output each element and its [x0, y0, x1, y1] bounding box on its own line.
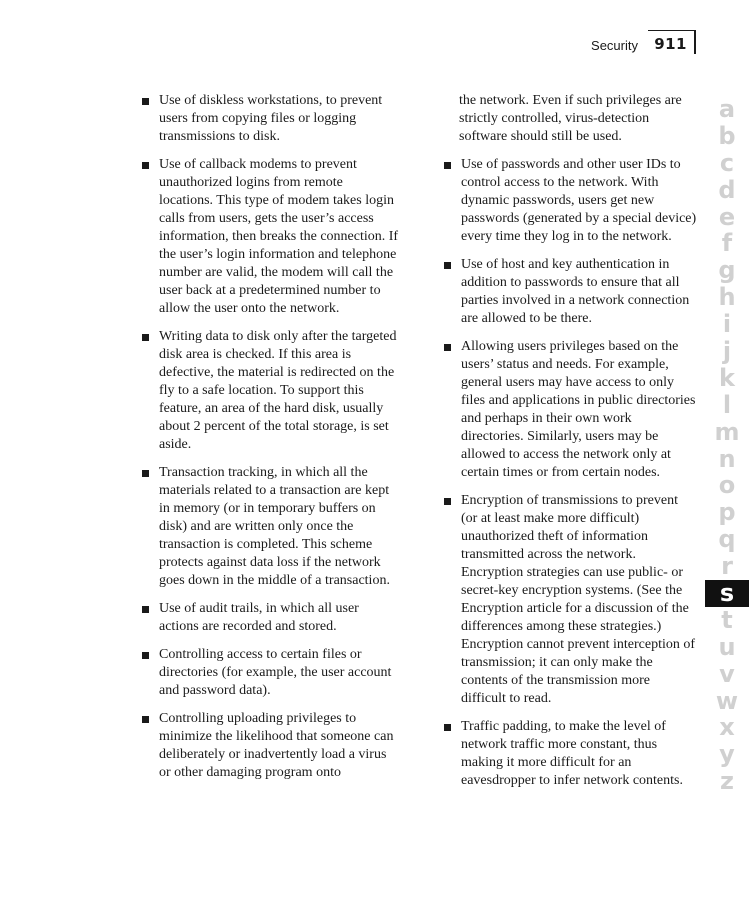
- bullet-icon: [444, 344, 451, 351]
- header-rule-vertical: [694, 30, 696, 54]
- thumb-letter-l: l: [722, 390, 732, 419]
- thumb-letter-o: o: [718, 471, 736, 500]
- thumb-letter-b: b: [718, 121, 736, 150]
- bullet-icon: [444, 262, 451, 269]
- bullet-icon: [444, 498, 451, 505]
- thumb-letter-d: d: [718, 175, 736, 204]
- header-rule: [648, 30, 696, 31]
- section-title: Security: [591, 38, 638, 53]
- thumb-letter-n: n: [718, 444, 736, 473]
- thumb-letter-k: k: [719, 363, 735, 392]
- list-item: Use of host and key authentication in addition to passwords to ensure that all parties involved in a network connection are allowed to be there.: [442, 256, 697, 328]
- thumb-letter-e: e: [718, 202, 736, 231]
- bullet-icon: [444, 724, 451, 731]
- thumb-letter-r: r: [721, 552, 733, 581]
- thumb-letter-y: y: [719, 740, 735, 769]
- thumb-letter-v: v: [719, 659, 735, 688]
- list-item: Use of callback modems to prevent unauthorized logins from remote locations. This type of modem takes login calls from users, gets the user’s access information, then breaks the connection. If the user’s login information and telephone number are valid, the modem will call the user back at a predetermined number to allow the user onto the network.: [140, 156, 400, 318]
- thumb-letter-m: m: [714, 417, 740, 446]
- right-column: [442, 92, 697, 800]
- thumb-letter-u: u: [718, 632, 736, 661]
- thumb-index: [705, 96, 749, 795]
- bullet-icon: [142, 606, 149, 613]
- bullet-icon: [142, 470, 149, 477]
- list-item: Use of diskless workstations, to prevent users from copying files or logging transmissions to disk.: [140, 92, 400, 146]
- thumb-letter-w: w: [715, 686, 739, 715]
- list-item: Controlling access to certain files or directories (for example, the user account and password data).: [140, 646, 400, 700]
- list-item: Use of passwords and other user IDs to control access to the network. With dynamic passwords, users get new passwords (generated by a special device) every time they log in to the network.: [442, 156, 697, 246]
- bullet-icon: [142, 334, 149, 341]
- thumb-letter-c: c: [719, 148, 735, 177]
- thumb-letter-f: f: [721, 229, 733, 258]
- left-column: [140, 92, 400, 792]
- thumb-letter-h: h: [718, 283, 736, 312]
- thumb-letter-g: g: [718, 256, 736, 285]
- list-item: Traffic padding, to make the level of network traffic more constant, thus making it more difficult for an eavesdropper to infer network contents.: [442, 718, 697, 790]
- list-item: Encryption of transmissions to prevent (or at least make more difficult) unauthorized theft of information transmitted across the network. Encryption strategies can use public- or secret-key encryption systems. (See the Encryption article for a discussion of the differences among these strategies.) Encryption cannot prevent interception of transmission; it can only make the contents of the transmission more difficult to read.: [442, 492, 697, 708]
- thumb-letter-p: p: [718, 498, 736, 527]
- continued-paragraph: the network. Even if such privileges are strictly controlled, virus-detection software should still be used.: [459, 93, 682, 144]
- list-item: Allowing users privileges based on the users’ status and needs. For example, general users may have access to only files and applications in public directories and perhaps in their own work directories. Similarly, users may be allowed to access the network only at certain times or from certain nodes.: [442, 338, 697, 482]
- bullet-icon: [142, 652, 149, 659]
- list-item: Controlling uploading privileges to minimize the likelihood that someone can deliberately or inadvertently load a virus or other damaging program onto: [140, 710, 400, 782]
- thumb-letter-s: s: [705, 580, 749, 607]
- bullet-icon: [444, 162, 451, 169]
- bullet-icon: [142, 162, 149, 169]
- list-item: Transaction tracking, in which all the materials related to a transaction are kept in memory (or in temporary buffers on disk) and are written only once the transaction is completed. This scheme protects against data loss if the network goes down in the middle of a transaction.: [140, 464, 400, 590]
- list-item: Writing data to disk only after the targeted disk area is checked. If this area is defective, the material is redirected on the fly to a safe location. To support this feature, an area of the hard disk, usually about 2 percent of the total storage, is set aside.: [140, 328, 400, 454]
- thumb-letter-i: i: [722, 310, 732, 339]
- thumb-letter-q: q: [718, 525, 736, 554]
- list-item: Use of audit trails, in which all user actions are recorded and stored.: [140, 600, 400, 636]
- bullet-icon: [142, 98, 149, 105]
- page-number: 911: [654, 35, 687, 53]
- thumb-letter-x: x: [719, 713, 735, 742]
- running-header: [560, 30, 696, 56]
- thumb-letter-a: a: [718, 95, 736, 123]
- thumb-letter-j: j: [722, 337, 732, 366]
- bullet-icon: [142, 716, 149, 723]
- thumb-letter-t: t: [721, 605, 733, 634]
- thumb-letter-z: z: [720, 767, 734, 796]
